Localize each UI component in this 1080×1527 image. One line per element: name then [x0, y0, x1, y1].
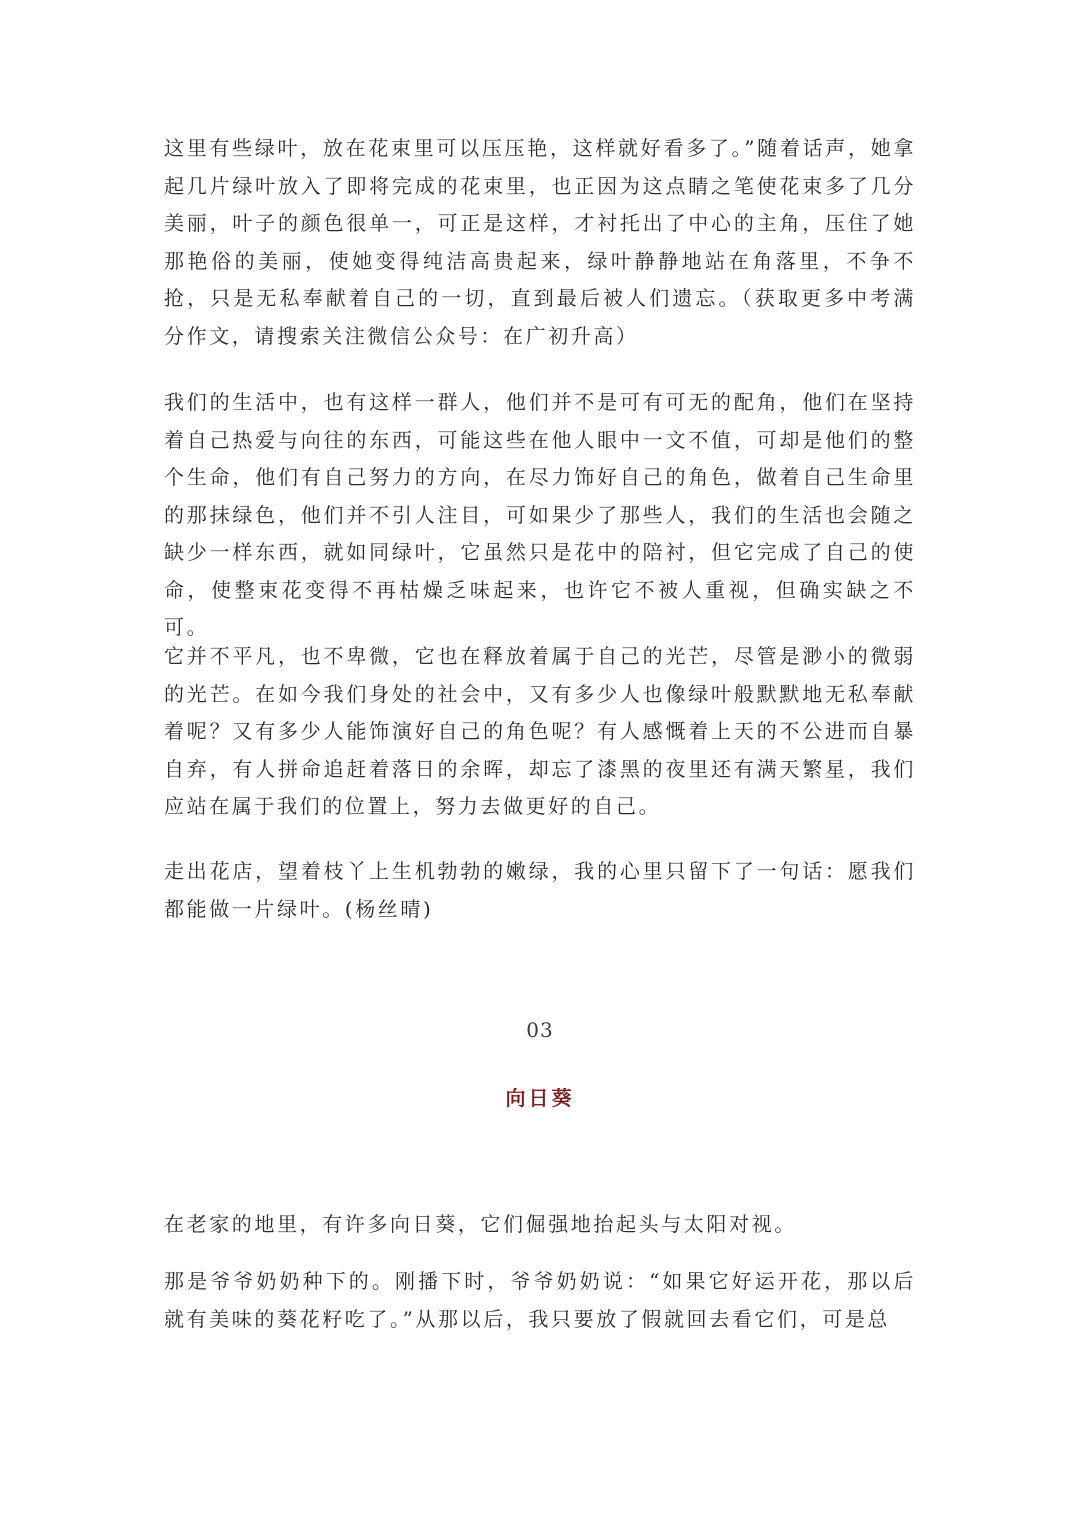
paragraph-green-leaf-bouquet: 这里有些绿叶，放在花束里可以压压艳，这样就好看多了。”随着话声，她拿起几片绿叶放入了即将完成的花束里，也正因为这点睛之笔使花束多了几分美丽，叶子的颜色很单一，可正是这样，才衬托出了中心的主角，压住了她那艳俗的美丽，使她变得纯洁高贵起来，绿叶静静地站在角落里，不争不抢，只是无私奉献着自己的一切，直到最后被人们遗忘。（获取更多中考满分作文，请搜索关注微信公众号：在广初升高） — [164, 136, 916, 348]
paragraph-grandparents-planted: 那是爷爷奶奶种下的。刚播下时，爷爷奶奶说：“如果它好运开花，那以后就有美味的葵花籽吃了。”从那以后，我只要放了假就回去看它们，可是总 — [164, 1269, 916, 1331]
paragraph-life-supporting-roles: 我们的生活中，也有这样一群人，他们并不是可有可无的配角，他们在坚持着自己热爱与向往的东西，可能这些在他人眼中一文不值，可却是他们的整个生命，他们有自己努力的方向，在尽力饰好自己的角色，做着自己生命里的那抹绿色，他们并不引人注目，可如果少了那些人，我们的生活也会随之缺少一样东西，就如同绿叶，它虽然只是花中的陪衬，但它完成了自己的使命，使整束花变得不再枯燥乏味起来，也许它不被人重视，但确实缺之不可。 — [164, 390, 916, 639]
paragraph-sunflowers-hometown: 在老家的地里，有许多向日葵，它们倔强地抬起头与太阳对视。 — [164, 1212, 797, 1236]
paragraph-not-ordinary: 它并不平凡，也不卑微，它也在释放着属于自己的光芒，尽管是渺小的微弱的光芒。在如今我们身处的社会中，又有多少人也像绿叶般默默地无私奉献着呢？又有多少人能饰演好自己的角色呢？有人感慨着上天的不公进而自暴自弃，有人拼命追赶着落日的余晖，却忘了漆黑的夜里还有满天繁星，我们应站在属于我们的位置上，努力去做更好的自己。 — [164, 644, 916, 818]
paragraph-leaving-flower-shop: 走出花店，望着枝丫上生机勃勃的嫩绿，我的心里只留下了一句话：愿我们都能做一片绿叶。(杨丝晴) — [164, 859, 916, 921]
section-number: 03 — [526, 1018, 554, 1042]
section-title: 向日葵 — [505, 1086, 575, 1110]
